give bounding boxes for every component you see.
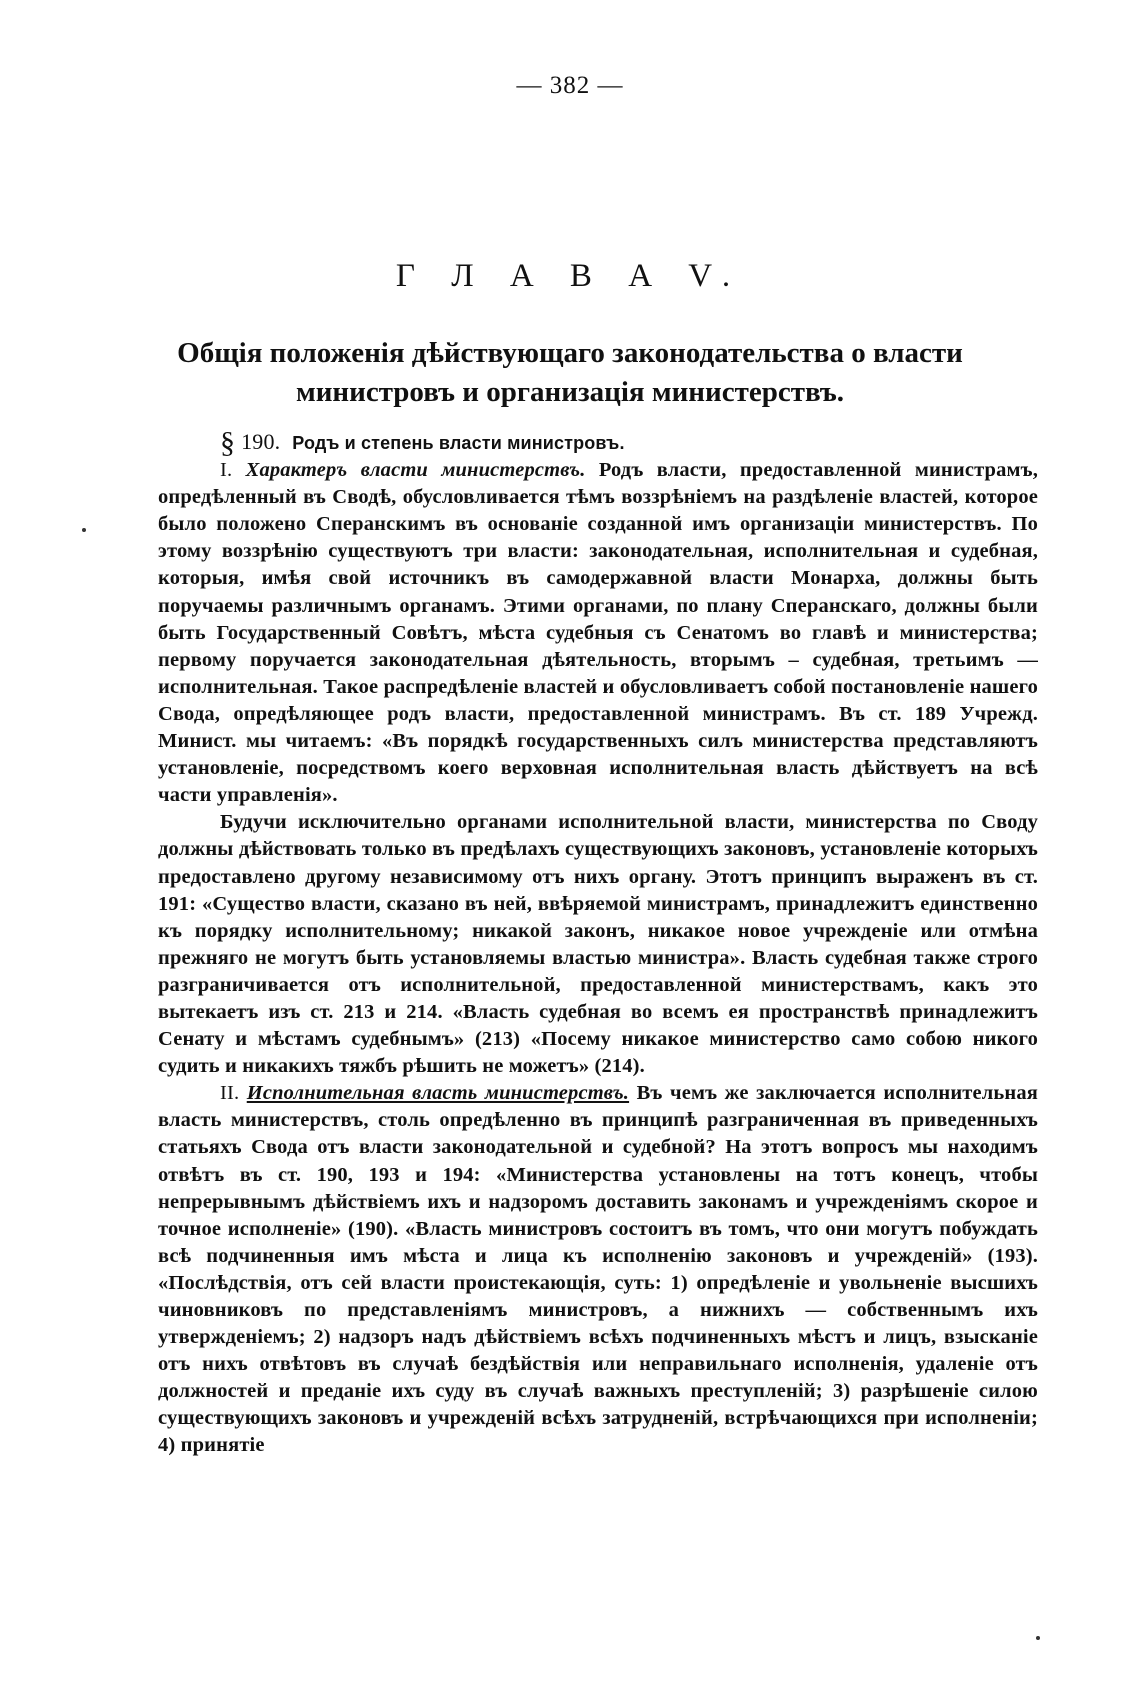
part-one-text: Родъ власти, предоставленной министрамъ, опредѣленный въ Сводѣ, обусловливается тѣмъ воззрѣніемъ на раздѣленіе властей, которое было положено Сперанскимъ въ основаніе созданной имъ организаціи министерствъ. По этому воззрѣнію существуютъ три власти: законодательная, исполнительная и судебная, которыя, имѣя свой источникъ въ самодержавной власти Монарха, должны быть поручаемы различнымъ органамъ. Этими органами, по плану Сперанскаго, должны были быть Государственный Совѣтъ, мѣста судебныя съ Сенатомъ во главѣ и министерства; первому поручается законодательная дѣятельность, вторымъ – судебная, третьимъ — исполнительная. Такое распредѣленіе властей и обусловливаетъ собой постановленіе нашего Свода, опредѣляющее родъ власти, предоставленной министрамъ. Въ ст. 189 Учрежд. Минист. мы читаемъ: «Въ порядкѣ государственныхъ силъ министерства представляютъ установленіе, посредствомъ коего верховная исполнительная власть дѣйствуетъ на всѣ части управленія».	[158, 459, 1039, 807]
section-number: 190.	[241, 429, 281, 454]
part-two-label: II.	[220, 1082, 240, 1105]
part-one-label: I.	[220, 459, 233, 482]
chapter-heading: Г Л А В А V.	[395, 258, 745, 294]
scan-speck	[1036, 1636, 1040, 1640]
part-one-heading: Характеръ власти министерствъ.	[245, 459, 586, 482]
body-text	[158, 428, 1038, 1460]
page-number: — 382 —	[516, 72, 624, 99]
section-sign: §	[220, 426, 236, 459]
paragraph-two: Будучи исключительно органами исполнительной власти, министерства по Своду должны дѣйствовать только въ предѣлахъ существующихъ законовъ, установленіе которыхъ предоставлено другому независимому отъ нихъ органу. Этотъ принципъ выраженъ въ ст. 191: «Существо власти, сказано въ ней, ввѣряемой министрамъ, принадлежитъ единственно къ порядку исполнительному; никакой законъ, никакое новое учрежденіе или отмѣна прежняго не могутъ быть установляемы властью министра». Власть судебная также строго разграничивается отъ исполнительной, предоставленной министерствамъ, какъ это вытекаетъ изъ ст. 213 и 214. «Власть судебная во всемъ ея пространствѣ принадлежитъ Сенату и мѣстамъ судебнымъ» (213) «Посему никакое министерство само собою никого судить и никакихъ тяжбъ рѣшить не можетъ» (214).	[158, 811, 1038, 1078]
section-title: Родъ и степень власти министровъ.	[292, 433, 625, 453]
part-two-text: Въ чемъ же заключается исполнительная власть министерствъ, столь опредѣленно въ принципѣ разграниченная въ приведенныхъ статьяхъ Свода отъ власти законодательной и судебной? На этотъ вопросъ мы находимъ отвѣтъ въ ст. 190, 193 и 194: «Министерства установлены на тотъ конецъ, чтобы непрерывнымъ дѣйствіемъ ихъ и надзоромъ доставить законамъ и учрежденіямъ скорое и точное исполненіе» (190). «Власть министровъ состоитъ въ томъ, что они могутъ побуждать всѣ подчиненныя имъ мѣста и лица къ исполненію законовъ и учрежденій» (193). «Послѣдствія, отъ сей власти проистекающія, суть: 1) опредѣленіе и увольненіе высшихъ чиновниковъ по представленіямъ министровъ, а нижнихъ — собственнымъ ихъ утвержденіемъ; 2) надзоръ надъ дѣйствіемъ всѣхъ подчиненныхъ мѣстъ и лицъ, взысканіе отъ нихъ отвѣтовъ въ случаѣ бездѣйствія или неправильнаго исполненія, удаленіе отъ должностей и преданіе ихъ суду въ случаѣ важныхъ преступленій; 3) разрѣшеніе силою существующихъ законовъ и учрежденій всѣхъ затрудненій, встрѣчающихся при исполненіи; 4) принятіе	[158, 1082, 1039, 1457]
paragraph-part-two	[158, 1080, 1038, 1459]
chapter-title: Общія положенія дѣйствующаго законодательства о власти министровъ и организація министерствъ.	[177, 337, 963, 408]
paragraph-part-one	[158, 457, 1038, 809]
part-two-heading: Исполнительная власть министерствъ.	[246, 1082, 630, 1105]
scan-speck	[82, 528, 86, 532]
section-heading	[220, 428, 1038, 457]
